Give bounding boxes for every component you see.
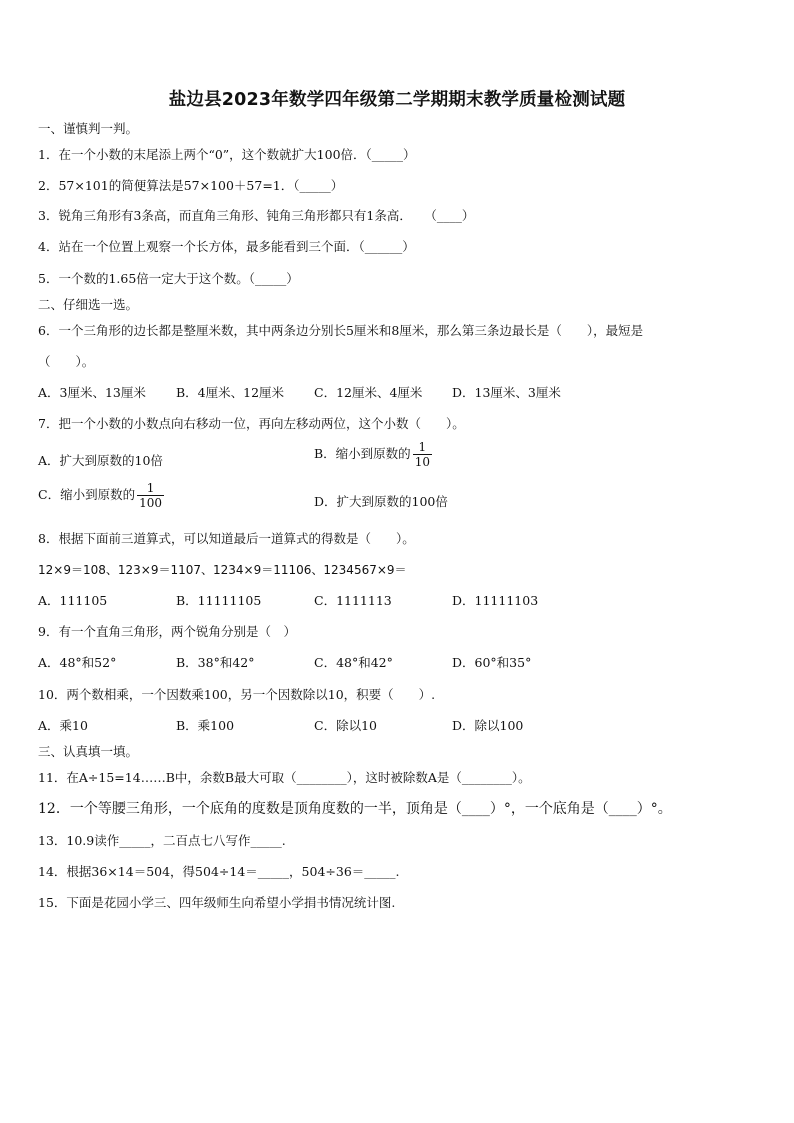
q7-option-a: A．扩大到原数的10倍 (38, 453, 163, 468)
q8-option-d: D．11111103 (452, 593, 539, 608)
question-11: 11．在A÷15=14……B中，余数B最大可取（________），这时被除数A是（________）。 (38, 770, 531, 785)
q7-option-d: D．扩大到原数的100倍 (314, 494, 448, 509)
question-2: 2．57×101的简便算法是57×100＋57=1．（_____） (38, 178, 344, 193)
fraction-denominator: 100 (139, 496, 162, 510)
q8-option-c: C．1111113 (314, 593, 392, 608)
q7-option-b (314, 440, 432, 469)
question-12: 12．一个等腰三角形，一个底角的度数是顶角度数的一半，顶角是（____）°，一个底角是（____）°。 (38, 801, 672, 817)
q10-option-b: B．乘100 (176, 718, 235, 733)
section-heading-3: 三、认真填一填。 (38, 744, 139, 759)
q6-option-d: D．13厘米、3厘米 (452, 385, 561, 400)
q7-option-c-text: C．缩小到原数的 (38, 487, 136, 502)
q8-option-b: B．11111105 (176, 593, 262, 608)
question-1: 1．在一个小数的末尾添上两个“0”，这个数就扩大100倍．（_____） (38, 147, 416, 162)
q6-option-a: A．3厘米、13厘米 (38, 385, 146, 400)
question-14: 14．根据36×14＝504，得504÷14＝_____，504÷36＝_____. (38, 864, 400, 879)
q7-option-c (38, 481, 164, 510)
question-6: 6．一个三角形的边长都是整厘米数，其中两条边分别长5厘米和8厘米，那么第三条边最长是（ ），最短是 (38, 323, 644, 338)
q9-option-c: C．48°和42° (314, 655, 393, 670)
question-7: 7．把一个小数的小数点向右移动一位，再向左移动两位，这个小数（ ）。 (38, 416, 465, 431)
question-6-continued: （ ）。 (38, 354, 95, 369)
q10-option-d: D．除以100 (452, 718, 524, 733)
section-heading-2: 二、仔细选一选。 (38, 297, 139, 312)
q6-option-c: C．12厘米、4厘米 (314, 385, 423, 400)
fraction-one-tenth (413, 440, 432, 469)
fraction-denominator: 10 (414, 455, 430, 469)
question-3: 3．锐角三角形有3条高，而直角三角形、钝角三角形都只有1条高． （____） (38, 208, 475, 223)
question-15: 15．下面是花园小学三、四年级师生向希望小学捐书情况统计图. (38, 895, 396, 910)
fraction-numerator: 1 (413, 440, 432, 455)
fraction-one-hundredth (137, 481, 164, 510)
section-heading-1: 一、谨慎判一判。 (38, 121, 139, 136)
q9-option-b: B．38°和42° (176, 655, 255, 670)
page-title: 盐边县2023年数学四年级第二学期期末教学质量检测试题 (168, 90, 626, 110)
q8-expression: 12×9＝108、123×9＝1107、1234×9＝11106、1234567×9＝ (38, 563, 407, 577)
fraction-numerator: 1 (137, 481, 164, 496)
question-10: 10．两个数相乘，一个因数乘100，另一个因数除以10，积要（ ）. (38, 687, 436, 702)
q9-option-d: D．60°和35° (452, 655, 532, 670)
q9-option-a: A．48°和52° (38, 655, 117, 670)
q6-option-b: B．4厘米、12厘米 (176, 385, 285, 400)
q10-option-c: C．除以10 (314, 718, 377, 733)
question-5: 5．一个数的1.65倍一定大于这个数。（_____） (38, 271, 299, 286)
q7-option-b-text: B．缩小到原数的 (314, 446, 411, 461)
q10-option-a: A．乘10 (38, 718, 88, 733)
question-9: 9．有一个直角三角形，两个锐角分别是（ ） (38, 624, 296, 639)
question-13: 13．10.9读作_____，二百点七八写作_____. (38, 833, 286, 848)
q8-option-a: A．111105 (38, 593, 108, 608)
question-8: 8．根据下面前三道算式，可以知道最后一道算式的得数是（ ）。 (38, 531, 415, 546)
question-4: 4．站在一个位置上观察一个长方体，最多能看到三个面．（______） (38, 239, 415, 254)
